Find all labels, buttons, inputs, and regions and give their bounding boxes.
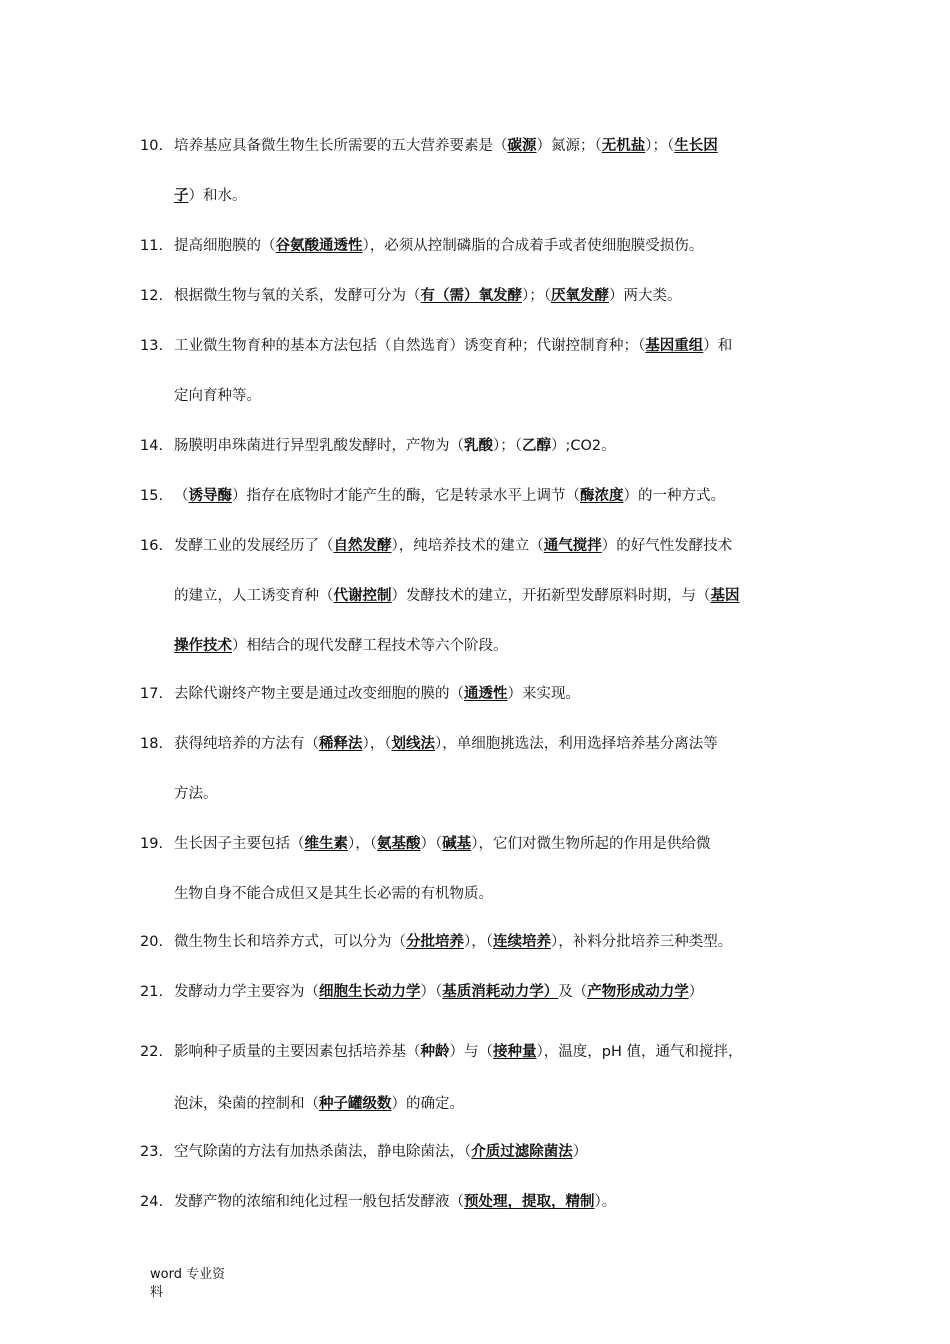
question-text: ），单细胞挑选法，利用选择培养基分离法等 — [435, 736, 718, 752]
question-text: 发酵动力学主要容为（ — [174, 984, 319, 1000]
answer-blank: 分批培养 — [406, 934, 464, 950]
question-text: （ — [174, 488, 189, 504]
footer-text — [150, 1266, 250, 1302]
answer-blank: 氨基酸 — [377, 836, 421, 852]
answer-blank: 基因 — [710, 588, 740, 604]
question-text: ）和 — [703, 338, 733, 354]
question-line — [174, 982, 703, 1002]
question-text: ）的一种方式。 — [623, 488, 725, 504]
question-text: 影响种子质量的主要因素包括培养基（ — [174, 1044, 421, 1060]
question-text: ），必须从控制磷脂的合成着手或者使细胞膜受损伤。 — [362, 238, 704, 254]
question-number: 23. — [140, 1144, 164, 1160]
answer-blank: 种子罐级数 — [319, 1096, 392, 1112]
question-line — [174, 1192, 616, 1212]
question-text: ） — [688, 984, 704, 1000]
question-text: 及（ — [558, 984, 588, 1000]
answer-text: 种龄 — [420, 1044, 450, 1060]
question-text: ）；（ — [493, 438, 522, 454]
answer-blank: 稀释法 — [319, 736, 363, 752]
answer-blank: 接种量 — [493, 1044, 537, 1060]
question-number: 16. — [140, 538, 164, 554]
answer-blank: 划线法 — [391, 736, 435, 752]
question-text: 肠膜明串珠菌进行异型乳酸发酵时，产物为（ — [174, 438, 464, 454]
answer-blank: 介质过滤除菌法 — [471, 1144, 573, 1160]
answer-blank: 生长因 — [674, 138, 718, 154]
question-number: 20. — [140, 934, 164, 950]
answer-blank: 维生素 — [304, 836, 348, 852]
question-text: ），补料分批培养三种类型。 — [551, 934, 733, 950]
question-text: ）和水。 — [188, 188, 247, 204]
answer-blank: 厌氧发酵 — [551, 288, 609, 304]
question-line — [174, 932, 732, 952]
question-text: ），（ — [348, 836, 377, 852]
footer-line-2: 料 — [150, 1285, 164, 1300]
question-text: ）（ — [420, 836, 443, 852]
question-text: 微生物生长和培养方式，可以分为（ — [174, 934, 406, 950]
question-text: 工业微生物育种的基本方法包括（自然选育）诱变育种；代谢控制育种；（ — [174, 338, 646, 354]
question-text: 获得纯培养的方法有（ — [174, 736, 319, 752]
question-line — [174, 336, 732, 356]
question-text: ），（ — [362, 736, 392, 752]
question-line — [174, 1094, 464, 1114]
question-line — [174, 186, 247, 206]
question-line — [174, 536, 732, 556]
question-text: ），温度，pH 值，通气和搅拌， — [536, 1044, 743, 1060]
question-number: 21. — [140, 984, 164, 1000]
question-number: 15. — [140, 488, 164, 504]
question-number: 24. — [140, 1194, 164, 1210]
question-number: 14. — [140, 438, 164, 454]
answer-blank: 无机盐 — [601, 138, 646, 154]
footer-line-1: word 专业资 — [150, 1267, 226, 1282]
question-line — [174, 834, 711, 854]
question-text: ）;CO2。 — [551, 438, 616, 454]
question-line — [174, 884, 493, 904]
question-number: 10. — [140, 138, 164, 154]
answer-blank: 诱导酶 — [188, 488, 232, 504]
answer-blank: 预处理，提取，精制 — [464, 1194, 595, 1210]
question-text: 定向育种等。 — [174, 388, 261, 404]
question-text: 根据微生物与氧的关系，发酵可分为（ — [174, 288, 421, 304]
question-text: ），它们对微生物所起的作用是供给微 — [471, 836, 711, 852]
answer-blank: 碱基 — [442, 836, 472, 852]
answer-blank: 产物形成动力学 — [587, 984, 689, 1000]
question-text: ） — [572, 1144, 588, 1160]
question-number: 13. — [140, 338, 164, 354]
question-text: ）指存在底物时才能产生的酶，它是转录水平上调节（ — [232, 488, 580, 504]
question-text: 生长因子主要包括（ — [174, 836, 305, 852]
question-line — [174, 236, 703, 256]
question-line — [174, 1042, 742, 1062]
question-text: ）发酵技术的建立，开拓新型发酵原料时期，与（ — [391, 588, 711, 604]
answer-blank: 有（需）氧发酵 — [420, 288, 522, 304]
question-line — [174, 1142, 587, 1162]
question-number: 19. — [140, 836, 164, 852]
question-line — [174, 734, 718, 754]
question-line — [174, 386, 261, 406]
answer-blank: 操作技术 — [174, 638, 232, 654]
answer-blank: 代谢控制 — [333, 588, 392, 604]
question-text: 泡沫，染菌的控制和（ — [174, 1096, 319, 1112]
question-text: ），（ — [464, 934, 493, 950]
question-text: ）与（ — [449, 1044, 493, 1060]
answer-blank: 基质消耗动力学） — [442, 984, 559, 1000]
question-line — [174, 486, 725, 506]
answer-blank: 基因重组 — [645, 338, 704, 354]
answer-blank: 连续培养 — [493, 934, 551, 950]
answer-blank: 通气搅拌 — [543, 538, 602, 554]
question-number: 22. — [140, 1044, 164, 1060]
question-text: 的建立，人工诱变育种（ — [174, 588, 334, 604]
question-text: 方法。 — [174, 786, 218, 802]
question-text: 发酵产物的浓缩和纯化过程一般包括发酵液（ — [174, 1194, 464, 1210]
question-text: ）。 — [594, 1194, 617, 1210]
question-line — [174, 586, 740, 606]
answer-text: 乙醇 — [522, 438, 551, 454]
question-number: 11. — [140, 238, 164, 254]
question-text: ）；（ — [522, 288, 551, 304]
question-line — [174, 286, 682, 306]
question-line — [174, 136, 718, 156]
question-line — [174, 436, 616, 456]
question-text: 发酵工业的发展经历了（ — [174, 538, 334, 554]
question-text: ）氮源；（ — [536, 138, 602, 154]
question-text: 生物自身不能合成但又是其生长必需的有机物质。 — [174, 886, 493, 902]
question-text: ）（ — [420, 984, 443, 1000]
answer-blank: 子 — [174, 188, 189, 204]
question-text: 空气除菌的方法有加热杀菌法，静电除菌法，（ — [174, 1144, 472, 1160]
question-line — [174, 784, 218, 804]
answer-blank: 碳源 — [507, 138, 537, 154]
question-line — [174, 636, 508, 656]
answer-text: 乳酸 — [464, 438, 493, 454]
question-text: 去除代谢终产物主要是通过改变细胞的膜的（ — [174, 686, 464, 702]
answer-blank: 酶浓度 — [580, 488, 624, 504]
answer-blank: 自然发酵 — [333, 538, 392, 554]
question-number: 18. — [140, 736, 164, 752]
question-text: 培养基应具备微生物生长所需要的五大营养要素是（ — [174, 138, 508, 154]
question-text: 提高细胞膜的（ — [174, 238, 276, 254]
question-text: ）；（ — [645, 138, 675, 154]
question-number: 12. — [140, 288, 164, 304]
question-text: ）来实现。 — [507, 686, 580, 702]
question-line — [174, 684, 580, 704]
question-text: ）相结合的现代发酵工程技术等六个阶段。 — [232, 638, 508, 654]
question-text: ），纯培养技术的建立（ — [391, 538, 544, 554]
question-text: ）的好气性发酵技术 — [601, 538, 733, 554]
answer-blank: 细胞生长动力学 — [319, 984, 421, 1000]
question-text: ）的确定。 — [391, 1096, 464, 1112]
answer-blank: 谷氨酸通透性 — [275, 238, 363, 254]
answer-blank: 通透性 — [464, 686, 508, 702]
question-number: 17. — [140, 686, 164, 702]
question-text: ）两大类。 — [609, 288, 682, 304]
